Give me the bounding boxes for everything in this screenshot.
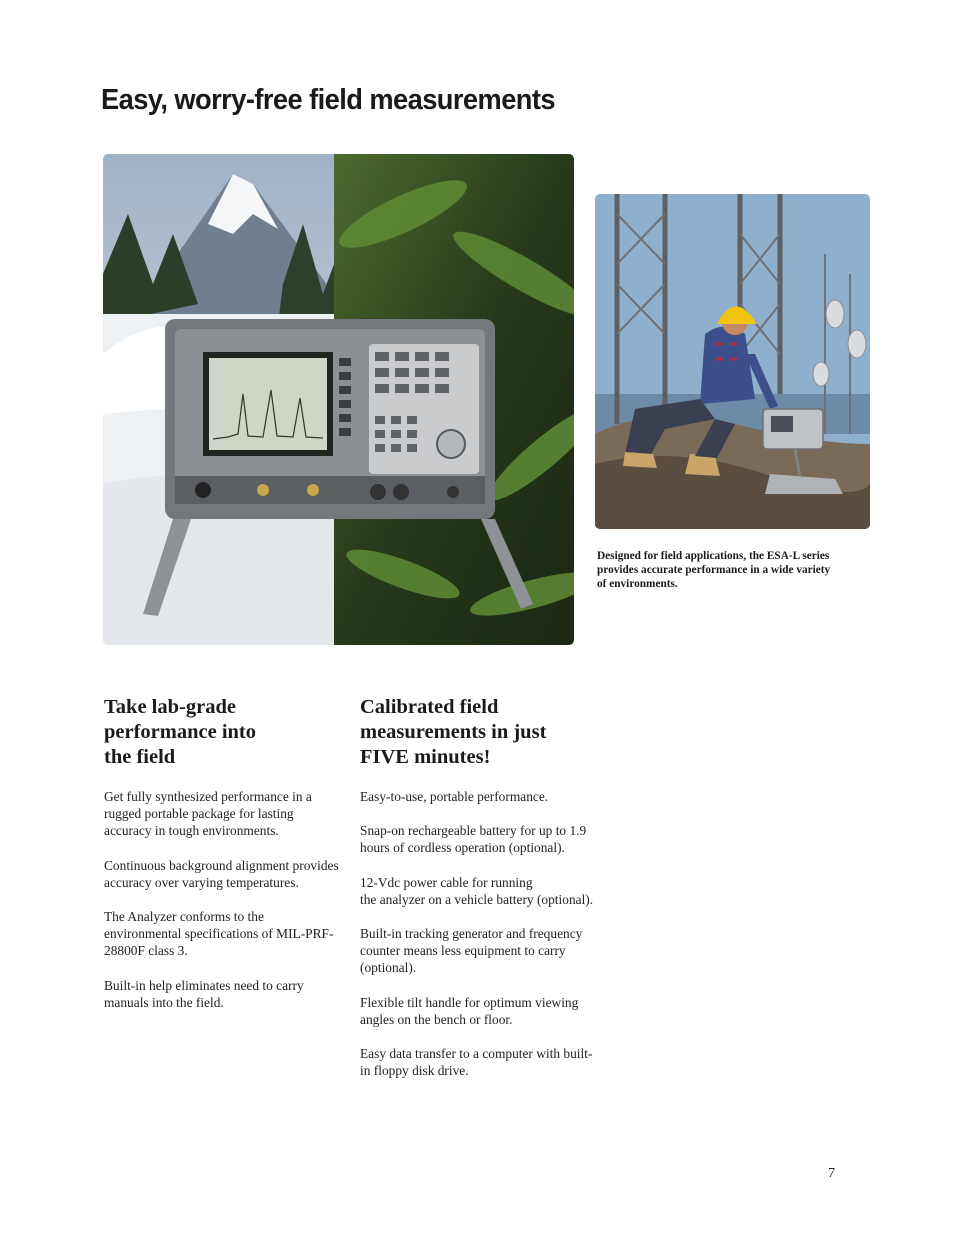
photo-caption: Designed for field applications, the ESA-L series provides accurate performance in a wide variety of environments. — [597, 550, 831, 591]
analyzer-illustration — [103, 154, 574, 645]
right-column — [360, 695, 600, 1096]
left-paragraph-1: Get fully synthesized performance in a rugged portable package for lasting accuracy in tough environments. — [104, 789, 312, 839]
right-heading: Calibrated field measurements in just FIVE minutes! — [360, 696, 547, 768]
field-technician-photo — [595, 194, 870, 529]
left-heading: Take lab-grade performance into the field — [104, 696, 256, 768]
right-paragraph-6: Easy data transfer to a computer with built-in floppy disk drive. — [360, 1046, 593, 1079]
left-paragraph-4: Built-in help eliminates need to carry manuals into the field. — [104, 977, 304, 1010]
left-paragraph-2: Continuous background alignment provides accuracy over varying temperatures. — [104, 857, 339, 890]
right-paragraph-3: 12-Vdc power cable for running the analyzer on a vehicle battery (optional). — [360, 874, 594, 907]
right-paragraph-2: Snap-on rechargeable battery for up to 1.9 hours of cordless operation (optional). — [360, 823, 587, 856]
right-paragraph-5: Flexible tilt handle for optimum viewing angles on the bench or floor. — [360, 994, 579, 1027]
right-paragraph-4: Built-in tracking generator and frequency counter means less equipment to carry (optional). — [360, 926, 583, 976]
left-paragraph-3: The Analyzer conforms to the environmental specifications of MIL-PRF-28800F class 3. — [104, 909, 334, 959]
analyzer-environment-photo — [103, 154, 574, 645]
right-paragraph-1: Easy-to-use, portable performance. — [360, 789, 549, 804]
technician-illustration — [595, 194, 870, 529]
left-column — [104, 695, 339, 1028]
page-number: 7 — [828, 1166, 835, 1181]
page-title: Easy, worry-free field measurements — [101, 84, 555, 116]
